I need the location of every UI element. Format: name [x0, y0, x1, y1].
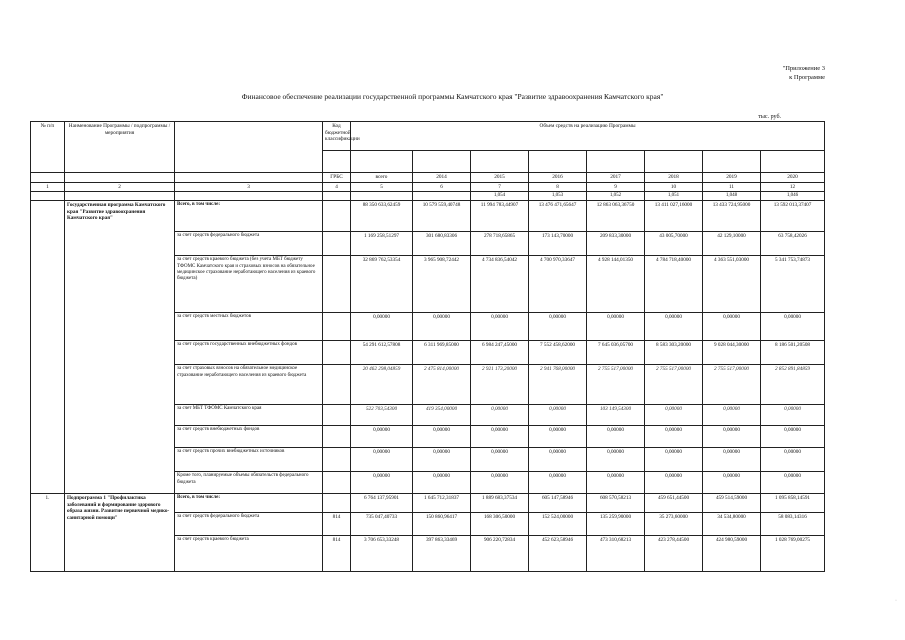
- amount-cell: 32 869 762,53354: [351, 256, 413, 313]
- amount-cell: 58 083,14316: [761, 513, 825, 536]
- amount-cell: 0,00000: [703, 405, 761, 426]
- header-year: 2017: [587, 173, 645, 183]
- amount-cell: 0,00000: [351, 472, 413, 494]
- amount-cell: 0,00000: [703, 448, 761, 472]
- col-number: 1: [31, 182, 65, 192]
- amount-cell: 452 623,58946: [529, 536, 587, 572]
- units-label: тыс. руб.: [758, 114, 781, 120]
- funding-source: за счет средств государственных внебюджетных фондов: [175, 341, 323, 365]
- amount-cell: 2 755 517,00000: [703, 365, 761, 405]
- amount-cell: 11 994 783,44907: [471, 201, 529, 232]
- financing-table: [30, 121, 825, 572]
- scan-mark: ·: [895, 598, 897, 604]
- header-num: № п/п: [31, 122, 65, 173]
- funding-source: за счет средств краевого бюджета (без учета МБТ бюджету ТФОМС Камчатского края и страховых взносов на обязательное медицинское страхование неработающего населения из краевого бюджета): [175, 256, 323, 313]
- header-row-3: [31, 173, 825, 183]
- coefficient: 1,051: [645, 192, 703, 201]
- amount-cell: 4 784 718,40000: [645, 256, 703, 313]
- amount-cell: 0,00000: [529, 426, 587, 448]
- funding-source: за счет средств краевого бюджета: [175, 536, 323, 572]
- amount-cell: 1 169 258,51297: [351, 232, 413, 256]
- funding-source: Кроме того, планируемые объемы обязательств федерального бюджета: [175, 472, 323, 494]
- amount-cell: 0,00000: [351, 448, 413, 472]
- amount-cell: 0,00000: [529, 472, 587, 494]
- col-number: 6: [413, 182, 471, 192]
- grbs-code: 814: [323, 513, 351, 536]
- col-number: 4: [323, 182, 351, 192]
- header-name: Наименование Программы / подпрограммы / мероприятия: [65, 122, 175, 173]
- amount-cell: 5 341 753,74873: [761, 256, 825, 313]
- header-empty-11: [703, 151, 761, 173]
- header-budget-code: Код бюджетной классификации: [323, 122, 351, 151]
- col-number: 3: [175, 182, 323, 192]
- coefficient-row: [31, 192, 825, 201]
- amount-cell: 605 147,58946: [529, 494, 587, 513]
- amount-cell: 34 534,80000: [703, 513, 761, 536]
- funding-source: Всего, в том числе:: [175, 201, 323, 232]
- amount-cell: 20 462 298,04859: [351, 365, 413, 405]
- funding-source: за счет средств внебюджетных фондов: [175, 426, 323, 448]
- header-empty-8: [529, 151, 587, 173]
- col-number: 10: [645, 182, 703, 192]
- amount-cell: 473 310,68213: [587, 536, 645, 572]
- grbs-code: [323, 472, 351, 494]
- header-empty-10: [645, 151, 703, 173]
- amount-cell: 152 524,00000: [529, 513, 587, 536]
- amount-cell: 0,00000: [529, 313, 587, 341]
- amount-cell: 0,00000: [761, 426, 825, 448]
- amount-cell: 4 700 970,33647: [529, 256, 587, 313]
- grbs-code: 814: [323, 536, 351, 572]
- header-r3-3: [175, 173, 323, 183]
- subprogram-number: 1.: [31, 494, 65, 572]
- funding-source: за счет средств федерального бюджета: [175, 232, 323, 256]
- amount-cell: 906 220,72834: [471, 536, 529, 572]
- amount-cell: 0,00000: [587, 426, 645, 448]
- amount-cell: 2 755 517,00000: [645, 365, 703, 405]
- amount-cell: 0,00000: [413, 426, 471, 448]
- col-number: 9: [587, 182, 645, 192]
- grbs-code: [323, 201, 351, 232]
- amount-cell: 0,00000: [645, 472, 703, 494]
- coefficient: 1,054: [471, 192, 529, 201]
- amount-cell: 6 764 137,95901: [351, 494, 413, 513]
- header-code-empty: [323, 151, 351, 173]
- grbs-code: [323, 341, 351, 365]
- amount-cell: 608 570,58213: [587, 494, 645, 513]
- amount-cell: 0,00000: [471, 472, 529, 494]
- amount-cell: 0,00000: [645, 313, 703, 341]
- amount-cell: 0,00000: [413, 313, 471, 341]
- grbs-code: [323, 405, 351, 426]
- funding-source: за счет средств прочих внебюджетных источников: [175, 448, 323, 472]
- coefficient: 1,053: [529, 192, 587, 201]
- funding-source: за счет средств местных бюджетов: [175, 313, 323, 341]
- table-body: [31, 201, 825, 572]
- amount-cell: 0,00000: [761, 313, 825, 341]
- amount-cell: 735 047,40733: [351, 513, 413, 536]
- amount-cell: 1 095 858,14591: [761, 494, 825, 513]
- amount-cell: 0,00000: [587, 448, 645, 472]
- coefficient: 1,048: [703, 192, 761, 201]
- header-year: 2019: [703, 173, 761, 183]
- amount-cell: 2 475 814,00000: [413, 365, 471, 405]
- amount-cell: 459 651,44500: [645, 494, 703, 513]
- amount-cell: 0,00000: [413, 472, 471, 494]
- amount-cell: 10 579 559,40748: [413, 201, 471, 232]
- header-year: 2014: [413, 173, 471, 183]
- document-title: Финансовое обеспечение реализации государственной программы Камчатского края "Развитие здравоохранения Камчатского края": [241, 92, 664, 101]
- amount-cell: 0,00000: [471, 426, 529, 448]
- amount-cell: 0,00000: [471, 448, 529, 472]
- amount-cell: 4 363 551,03000: [703, 256, 761, 313]
- amount-cell: 0,00000: [471, 405, 529, 426]
- col-number: 11: [703, 182, 761, 192]
- amount-cell: 0,00000: [703, 472, 761, 494]
- funding-source: за счет средств федерального бюджета: [175, 513, 323, 536]
- col-number: 7: [471, 182, 529, 192]
- appendix-note: [783, 64, 825, 82]
- header-total: всего: [351, 173, 413, 183]
- amount-cell: 13 592 013,37407: [761, 201, 825, 232]
- grbs-code: [323, 494, 351, 513]
- amount-cell: 423 278,44500: [645, 536, 703, 572]
- amount-cell: 424 980,59000: [703, 536, 761, 572]
- grbs-code: [323, 232, 351, 256]
- amount-cell: 12 863 063,36750: [587, 201, 645, 232]
- amount-cell: 0,00000: [703, 426, 761, 448]
- amount-cell: 0,00000: [529, 405, 587, 426]
- amount-cell: 0,00000: [351, 313, 413, 341]
- header-empty-12: [761, 151, 825, 173]
- header-year: 2018: [645, 173, 703, 183]
- col-number: 8: [529, 182, 587, 192]
- amount-cell: 0,00000: [529, 448, 587, 472]
- grbs-code: [323, 365, 351, 405]
- header-empty-9: [587, 151, 645, 173]
- amount-cell: 278 718,65865: [471, 232, 529, 256]
- amount-cell: 3 706 653,33248: [351, 536, 413, 572]
- amount-cell: 1 028 769,00275: [761, 536, 825, 572]
- header-year: 2015: [471, 173, 529, 183]
- amount-cell: 1 645 712,31837: [413, 494, 471, 513]
- amount-cell: 419 354,00000: [413, 405, 471, 426]
- amount-cell: 0,00000: [471, 313, 529, 341]
- amount-cell: 2 852 891,84859: [761, 365, 825, 405]
- amount-cell: 1 889 683,37534: [471, 494, 529, 513]
- header-year: 2020: [761, 173, 825, 183]
- amount-cell: 8 583 303,20000: [645, 341, 703, 365]
- row-number-cell: [31, 201, 65, 494]
- amount-cell: 6 311 969,85000: [413, 341, 471, 365]
- amount-cell: 7 552 458,62000: [529, 341, 587, 365]
- header-r3-1: [31, 173, 65, 183]
- amount-cell: 0,00000: [645, 405, 703, 426]
- header-blank: [175, 122, 323, 173]
- amount-cell: 13 433 724,95000: [703, 201, 761, 232]
- amount-cell: 173 143,70000: [529, 232, 587, 256]
- amount-cell: 0,00000: [351, 426, 413, 448]
- amount-cell: 0,00000: [587, 472, 645, 494]
- appendix-line-2: к Программе: [789, 74, 825, 81]
- table-row: [31, 201, 825, 232]
- amount-cell: 8 186 501,20508: [761, 341, 825, 365]
- coefficient: 1,052: [587, 192, 645, 201]
- amount-cell: 54 291 612,57808: [351, 341, 413, 365]
- header-row-1: [31, 122, 825, 151]
- amount-cell: 0,00000: [703, 313, 761, 341]
- amount-cell: 397 863,33469: [413, 536, 471, 572]
- amount-cell: 0,00000: [413, 448, 471, 472]
- table-row: [31, 494, 825, 513]
- amount-cell: 13 411 027,16000: [645, 201, 703, 232]
- col-number: 5: [351, 182, 413, 192]
- program-name: Государственная программа Камчатского края "Развитие здравоохранения Камчатского края": [65, 201, 175, 494]
- appendix-line-1: "Приложение 3: [782, 65, 825, 72]
- amount-cell: 522 703,54300: [351, 405, 413, 426]
- amount-cell: 459 514,59000: [703, 494, 761, 513]
- amount-cell: 35 273,60000: [645, 513, 703, 536]
- header-grbs: ГРБС: [323, 173, 351, 183]
- grbs-code: [323, 448, 351, 472]
- grbs-code: [323, 256, 351, 313]
- amount-cell: 150 860,96417: [413, 513, 471, 536]
- amount-cell: 6 984 247,45000: [471, 341, 529, 365]
- header-year: 2016: [529, 173, 587, 183]
- column-number-row: [31, 182, 825, 192]
- amount-cell: 63 758,42026: [761, 232, 825, 256]
- header-empty-5: [351, 151, 413, 173]
- col-number: 2: [65, 182, 175, 192]
- amount-cell: 9 028 044,30000: [703, 341, 761, 365]
- grbs-code: [323, 426, 351, 448]
- amount-cell: 0,00000: [645, 426, 703, 448]
- amount-cell: 42 129,10000: [703, 232, 761, 256]
- amount-cell: 0,00000: [645, 448, 703, 472]
- funding-source: Всего, в том числе:: [175, 494, 323, 513]
- amount-cell: 209 833,30000: [587, 232, 645, 256]
- amount-cell: 135 259,90000: [587, 513, 645, 536]
- amount-cell: 301 680,83306: [413, 232, 471, 256]
- amount-cell: 0,00000: [761, 448, 825, 472]
- header-volume: Объем средств на реализацию Программы: [351, 122, 825, 151]
- header-r3-2: [65, 173, 175, 183]
- grbs-code: [323, 313, 351, 341]
- amount-cell: 103 149,54300: [587, 405, 645, 426]
- amount-cell: 2 941 768,00000: [529, 365, 587, 405]
- amount-cell: 2 755 517,00000: [587, 365, 645, 405]
- amount-cell: 88 350 633,62459: [351, 201, 413, 232]
- amount-cell: 3 965 908,72442: [413, 256, 471, 313]
- amount-cell: 0,00000: [587, 313, 645, 341]
- amount-cell: 4 928 144,01350: [587, 256, 645, 313]
- amount-cell: 13 476 471,65647: [529, 201, 587, 232]
- funding-source: за счет МБТ ТФОМС Камчатского края: [175, 405, 323, 426]
- amount-cell: 168 306,50000: [471, 513, 529, 536]
- amount-cell: 0,00000: [761, 405, 825, 426]
- funding-source: за счет страховых взносов на обязательное медицинское страхование неработающего населения из краевого бюджета: [175, 365, 323, 405]
- amount-cell: 43 005,70000: [645, 232, 703, 256]
- header-empty-7: [471, 151, 529, 173]
- subprogram-name: Подпрограмма 1 "Профилактика заболеваний и формирование здорового образа жизни. Развитие первичной медико-санитарной помощи": [65, 494, 175, 572]
- col-number: 12: [761, 182, 825, 192]
- amount-cell: 7 645 036,05700: [587, 341, 645, 365]
- amount-cell: 0,00000: [761, 472, 825, 494]
- coefficient: 1,046: [761, 192, 825, 201]
- header-empty-6: [413, 151, 471, 173]
- amount-cell: 4 734 836,54042: [471, 256, 529, 313]
- amount-cell: 2 921 173,20000: [471, 365, 529, 405]
